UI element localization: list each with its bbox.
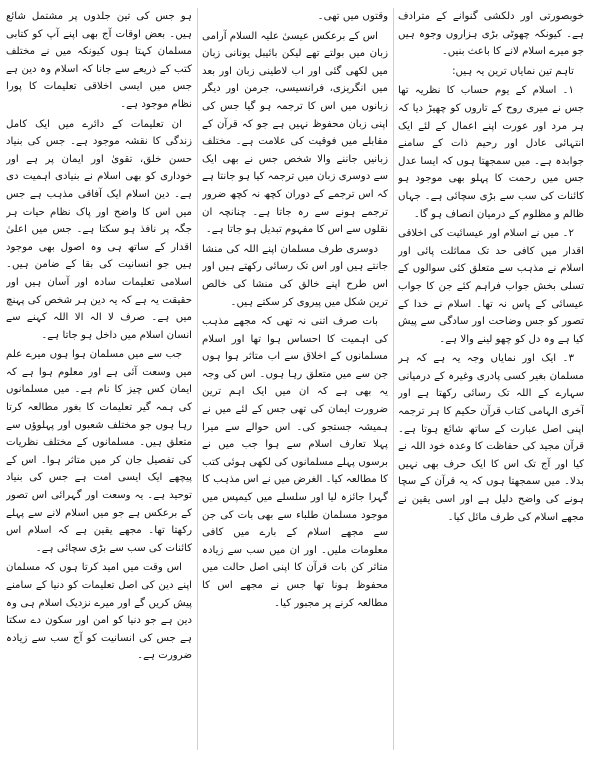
paragraph: تاہم تین نمایاں ترین یہ ہیں: (452, 65, 574, 77)
paragraph: وقتوں میں تھی۔ (317, 11, 388, 22)
text-column-left (6, 8, 192, 750)
paragraph: دوسری طرف مسلمان اپنے اللہ کی منشا جانتے ہیں اور اس تک رسائی رکھتے ہیں اور اس طرح اپنے خالق کی منشا کی خالص ترین شکل میں پیروی کر سکتے ہیں۔ (202, 243, 388, 308)
paragraph: ۲۔ میں نے اسلام اور عیسائیت کی اخلاقی اقدار میں کافی حد تک مماثلت پائی اور اسلام نے مذہب سے متعلق کئی سوالوں کے تسلی بخش جواب فراہم کئے جن کا جواب عیسائی کے پاس نہ تھا۔ اسلام نے خدا کے تصور کو جس وضاحت اور سادگی سے پیش کیا ہے وہ دل کو چھو لینے والا ہے۔ (398, 228, 584, 345)
paragraph: اس وقت میں امید کرتا ہوں کہ مسلمان اپنے دین کی اصل تعلیمات کو دنیا کے سامنے پیش کریں گے اور میرے نزدیک اسلام ہی وہ دین ہے جو دنیا کو امن اور سکون دے سکتا ہے جس کی انسانیت کو آج سب سے زیادہ ضرورت ہے۔ (6, 562, 192, 662)
paragraph: خوبصورتی اور دلکشی گنوانے کے مترادف ہے۔ کیونکہ چھوٹی بڑی ہزاروں وجوہ ہیں جو میرے اسلام لانے کا باعث بنیں۔ (398, 11, 584, 58)
paragraph: ہو جس کی تین جلدوں پر مشتمل شائع ہیں۔ بعض اوقات آج بھی اپنے آپ کو کتابی مسلمان کہتا ہوں کیونکہ میں نے مختلف کتب کے ذریعے سے جانا کہ اسلام وہ دین ہے جس میں ایسی اخلاقی تعلیمات کا پورا نظام موجود ہے۔ (6, 11, 192, 110)
paragraph: بات صرف اتنی نہ تھی کہ مجھے مذہب کی اہمیت کا احساس ہوا تھا اور اسلام مسلمانوں کے اخلاق سے اب متاثر ہوا ہوں جن سے میں متعلق رہا ہوں۔ اس کی وجہ یہ بھی ہے کہ ان میں ایک اہم ترین ضرورت ایمان کی تھی جس کے لئے میں نے ہمیشہ جستجو کی۔ اس حوالے سے میرا پہلا تعارف اسلام سے ہوا جب میں نے برسوں پہلے مسلمانوں کی لکھی ہوئی کتب کا مطالعہ کیا۔ الغرض میں نے اس مذہب کا گہرا جائزہ لیا اور سلسلے میں کیمپس میں موجود مسلمان طلباء سے بھی بات کی جن سے مجھے اسلام کے بارے میں کافی معلومات ملیں۔ اور ان میں سب سے زیادہ متاثر کن بات قرآن کا اپنی اصل حالت میں محفوظ ہونا تھا جس نے مجھے اس کا مطالعہ کرنے پر مجبور کیا۔ (202, 316, 388, 609)
paragraph: ان تعلیمات کے دائرے میں ایک کامل زندگی کا نقشہ موجود ہے۔ جس کی بنیاد حسن خلق، تقویٰ اور ایمان پر ہے اور خوداری کو بھی اسلام نے بنیادی اہمیت دی ہے۔ دین اسلام ایک آفاقی مذہب ہے جس میں اس کا واضح اور پاک نظام حیات ہر جگہ پر نافذ ہو سکتا ہے۔ جس میں اعلیٰ اقدار کے ساتھ ہی وہ اصول بھی موجود ہیں جو انسانیت کی بقا کے ضامن ہیں۔ اسلامی تعلیمات سادہ اور آسان ہیں اور حقیقت یہ ہے کہ یہ دین ہر شخص کی پہنچ میں ہے۔ صرف لا الہ الا اللہ کہنے سے انسان اسلام میں داخل ہو جاتا ہے۔ (6, 118, 192, 341)
paragraph: ۳۔ ایک اور نمایاں وجہ یہ ہے کہ ہر مسلمان بغیر کسی پادری وغیرہ کے درمیانی سہارے کے اللہ تک رسائی رکھتا ہے اور آخری الہامی کتاب قرآن حکیم کا ہر ترجمہ اپنی اصل عبارت کے ساتھ شائع ہوتا ہے۔ قرآن مجید کی حفاظت کا وعدہ خود اللہ نے کیا اور آج تک اس کا ایک حرف بھی نہیں بدلا۔ میں سمجھتا ہوں کہ یہ قرآن کے سچا ہونے کی واضح دلیل ہے اور اسی یقین نے مجھے اسلام کی طرف مائل کیا۔ (398, 353, 584, 523)
text-column-middle (202, 8, 388, 750)
paragraph: ۱۔ اسلام کے یوم حساب کا نظریہ تھا جس نے میری روح کے تاروں کو چھیڑ دیا کہ ہر مرد اور عورت اپنے اعمال کے لئے ایک انتہائی عادل اور رحیم ذات کے سامنے جوابدہ ہے۔ میں سمجھتا ہوں کہ ایسا عدل جس میں رحمت کا پہلو بھی موجود ہو کائنات کی سب سے بڑی سچائی ہے۔ جہاں ظالم و مظلوم کے درمیان انصاف ہو گا۔ (398, 85, 584, 220)
paragraph: اس کے برعکس عیسیٰ علیہ السلام آرامی زبان میں بولتے تھے لیکن بائیبل یونانی زبان میں لکھی گئی اور اب لاطینی زبان اور بعد میں انگریزی، فرانسیسی، جرمن اور دیگر زبانوں میں اس کا ترجمہ ہو گیا جس کی اپنی زبان محفوظ نہیں ہے جو کہ قرآن کے مقابلے میں فوقیت کی علامت ہے۔ مختلف زبانیں جاننے والا شخص جس نے بھی ایک سے دوسری زبان میں ترجمہ کیا ہو جانتا ہے کہ اس ترجمے کے دوران کچھ نہ کچھ ضرور ترجمے ہونے سے رہ جاتا ہے۔ چنانچہ ان نقلوں سے اس کا مفہوم تبدیل ہو جاتا ہے۔ (202, 30, 388, 236)
column-divider (393, 8, 394, 750)
paragraph: جب سے میں مسلمان ہوا ہوں میرے علم میں وسعت آئی ہے اور معلوم ہوا ہے کہ ایمان کس چیز کا نام ہے۔ میں مسلمانوں کی ہمہ گیر تعلیمات کا بغور مطالعہ کرتا رہا ہوں جو مختلف شعبوں اور پہلوؤں سے متعلق ہیں۔ مسلمانوں کے مختلف نظریات کی تفصیل جان کر میں متاثر ہوا۔ اس کے پیچھے ایک ایسی امت ہے جس کی بنیاد توحید ہے۔ یہ وسعت اور گہرائی اس تصور کے برعکس ہے جو میں اسلام لانے سے پہلے رکھتا تھا۔ مجھے یقین ہے کہ اسلام اس کائنات کی سب سے بڑی سچائی ہے۔ (6, 349, 192, 554)
column-divider (197, 8, 198, 750)
text-column-right (398, 8, 584, 750)
